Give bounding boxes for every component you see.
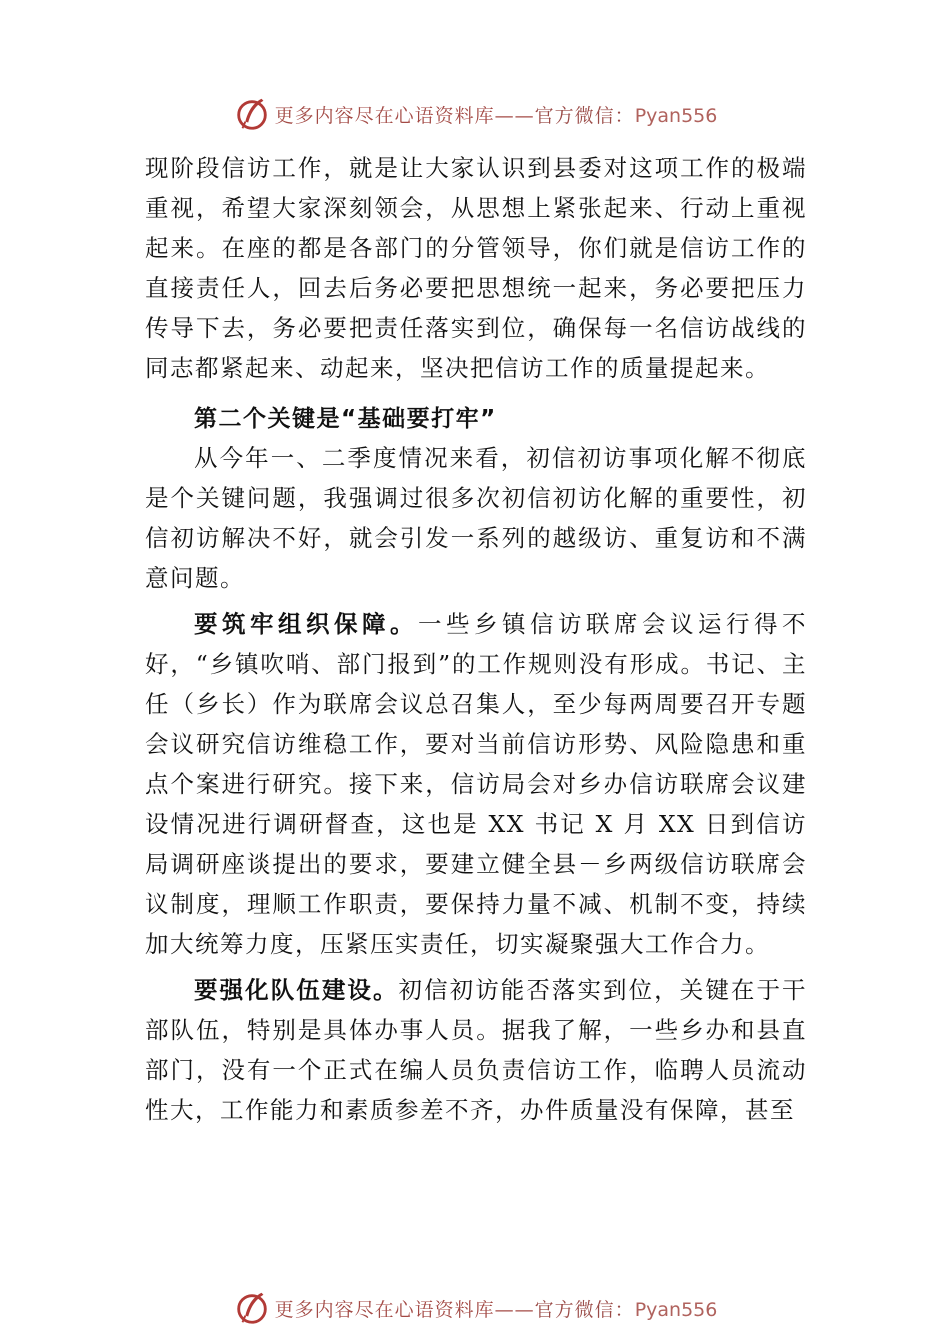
paragraph-3 (145, 604, 807, 964)
section-heading: 第二个关键是“基础要打牢” (194, 406, 497, 432)
document-body (145, 148, 807, 1130)
paragraph-3-text: 一些乡镇信访联席会议运行得不好，“乡镇吹哨、部门报到”的工作规则没有形成。书记、主任（乡长）作为联席会议总召集人，至少每两周要召开专题会议研究信访维稳工作，要对当前信访形势、风险隐患和重点个案进行研究。接下来，信访局会对乡办信访联席会议建设情况进行调研督查，这也是 XX 书记 X 月 XX 日到信访局调研座谈提出的要求，要建立健全县－乡两级信访联席会议制度，理顺工作职责，要保持力量不减、机制不变，持续加大统筹力度，压紧压实责任，切实凝聚强大工作合力。 (145, 610, 807, 958)
paragraph-1: 现阶段信访工作，就是让大家认识到县委对这项工作的极端重视，希望大家深刻领会，从思想上紧张起来、行动上重视起来。在座的都是各部门的分管领导，你们就是信访工作的直接责任人，回去后务必要把思想统一起来，务必要把压力传导下去，务必要把责任落实到位，确保每一名信访战线的同志都紧起来、动起来，坚决把信访工作的质量提起来。 (145, 154, 807, 382)
site-name: 更多内容尽在心语资料库 (274, 104, 495, 127)
wechat-label: 官方微信： (534, 1298, 635, 1321)
site-name: 更多内容尽在心语资料库 (274, 1298, 495, 1321)
paragraph-4-text: 初信初访能否落实到位，关键在于干部队伍，特别是具体办事人员。据我了解，一些乡办和县直部门，没有一个正式在编人员负责信访工作，临聘人员流动性大，工作能力和素质参差不齐，办件质量没有保障，甚至 (145, 976, 808, 1124)
footer-banner (0, 1288, 950, 1328)
header-banner (0, 94, 950, 134)
banner-dash: —— (494, 104, 535, 127)
paragraph-2: 从今年一、二季度情况来看，初信初访事项化解不彻底是个关键问题，我强调过很多次初信初访化解的重要性，初信初访解决不好，就会引发一系列的越级访、重复访和不满意问题。 (145, 444, 807, 592)
header-banner-text (275, 101, 718, 128)
footer-banner-text (275, 1295, 718, 1322)
wechat-account: Pyan556 (634, 1298, 718, 1321)
wechat-label: 官方微信： (534, 104, 635, 127)
feather-pen-logo-icon (233, 1289, 271, 1327)
banner-dash: —— (494, 1298, 535, 1321)
paragraph-3-lead: 要筑牢组织保障。 (194, 610, 418, 638)
wechat-account: Pyan556 (634, 104, 718, 127)
feather-pen-logo-icon (233, 95, 271, 133)
paragraph-4 (145, 970, 807, 1130)
paragraph-4-lead: 要强化队伍建设。 (194, 976, 399, 1004)
